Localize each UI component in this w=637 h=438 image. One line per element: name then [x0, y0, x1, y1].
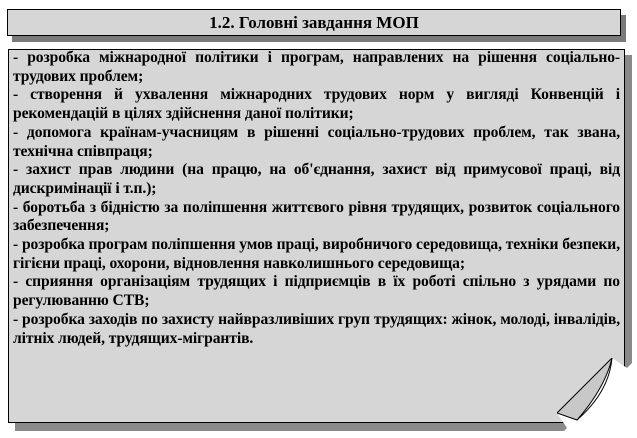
- title-banner: [7, 9, 621, 36]
- list-item: - боротьба з бідністю за поліпшення життєвого рівня трудящих, розвиток соціального забезпечення;: [13, 198, 620, 235]
- list-item: - розробка міжнародної політики і програм, направлених на рішення соціально-трудових проблем;: [13, 49, 620, 85]
- list-item: - розробка програм поліпшення умов праці, виробничого середовища, техніки безпеки, гігієни праці, охорони, відновлення навколишнього середовища;: [13, 236, 620, 272]
- list-item: - розробка заходів по захисту найвразливіших груп трудящих: жінок, молоді, інвалідів, літніх людей, трудящих-мігрантів.: [13, 310, 620, 347]
- list-item: - створення й ухвалення міжнародних трудових норм у вигляді Конвенцій і рекомендацій в цілях здійснення даної політики;: [13, 86, 620, 123]
- list-item: - допомога країнам-учасницям в рішенні соціально-трудових проблем, так звана, технічна співпраця;: [13, 123, 620, 160]
- tasks-list: [13, 49, 620, 348]
- page-curl-corner: [557, 358, 637, 438]
- page-title: 1.2. Головні завдання МОП: [209, 12, 419, 32]
- list-item: - захист прав людини (на працю, на об'єднання, захист від примусової праці, від дискримінації і т.п.);: [13, 161, 620, 197]
- list-item: - сприяння організаціям трудящих і підприємців в їх роботі спільно з урядами по регулюванню СТВ;: [13, 273, 620, 310]
